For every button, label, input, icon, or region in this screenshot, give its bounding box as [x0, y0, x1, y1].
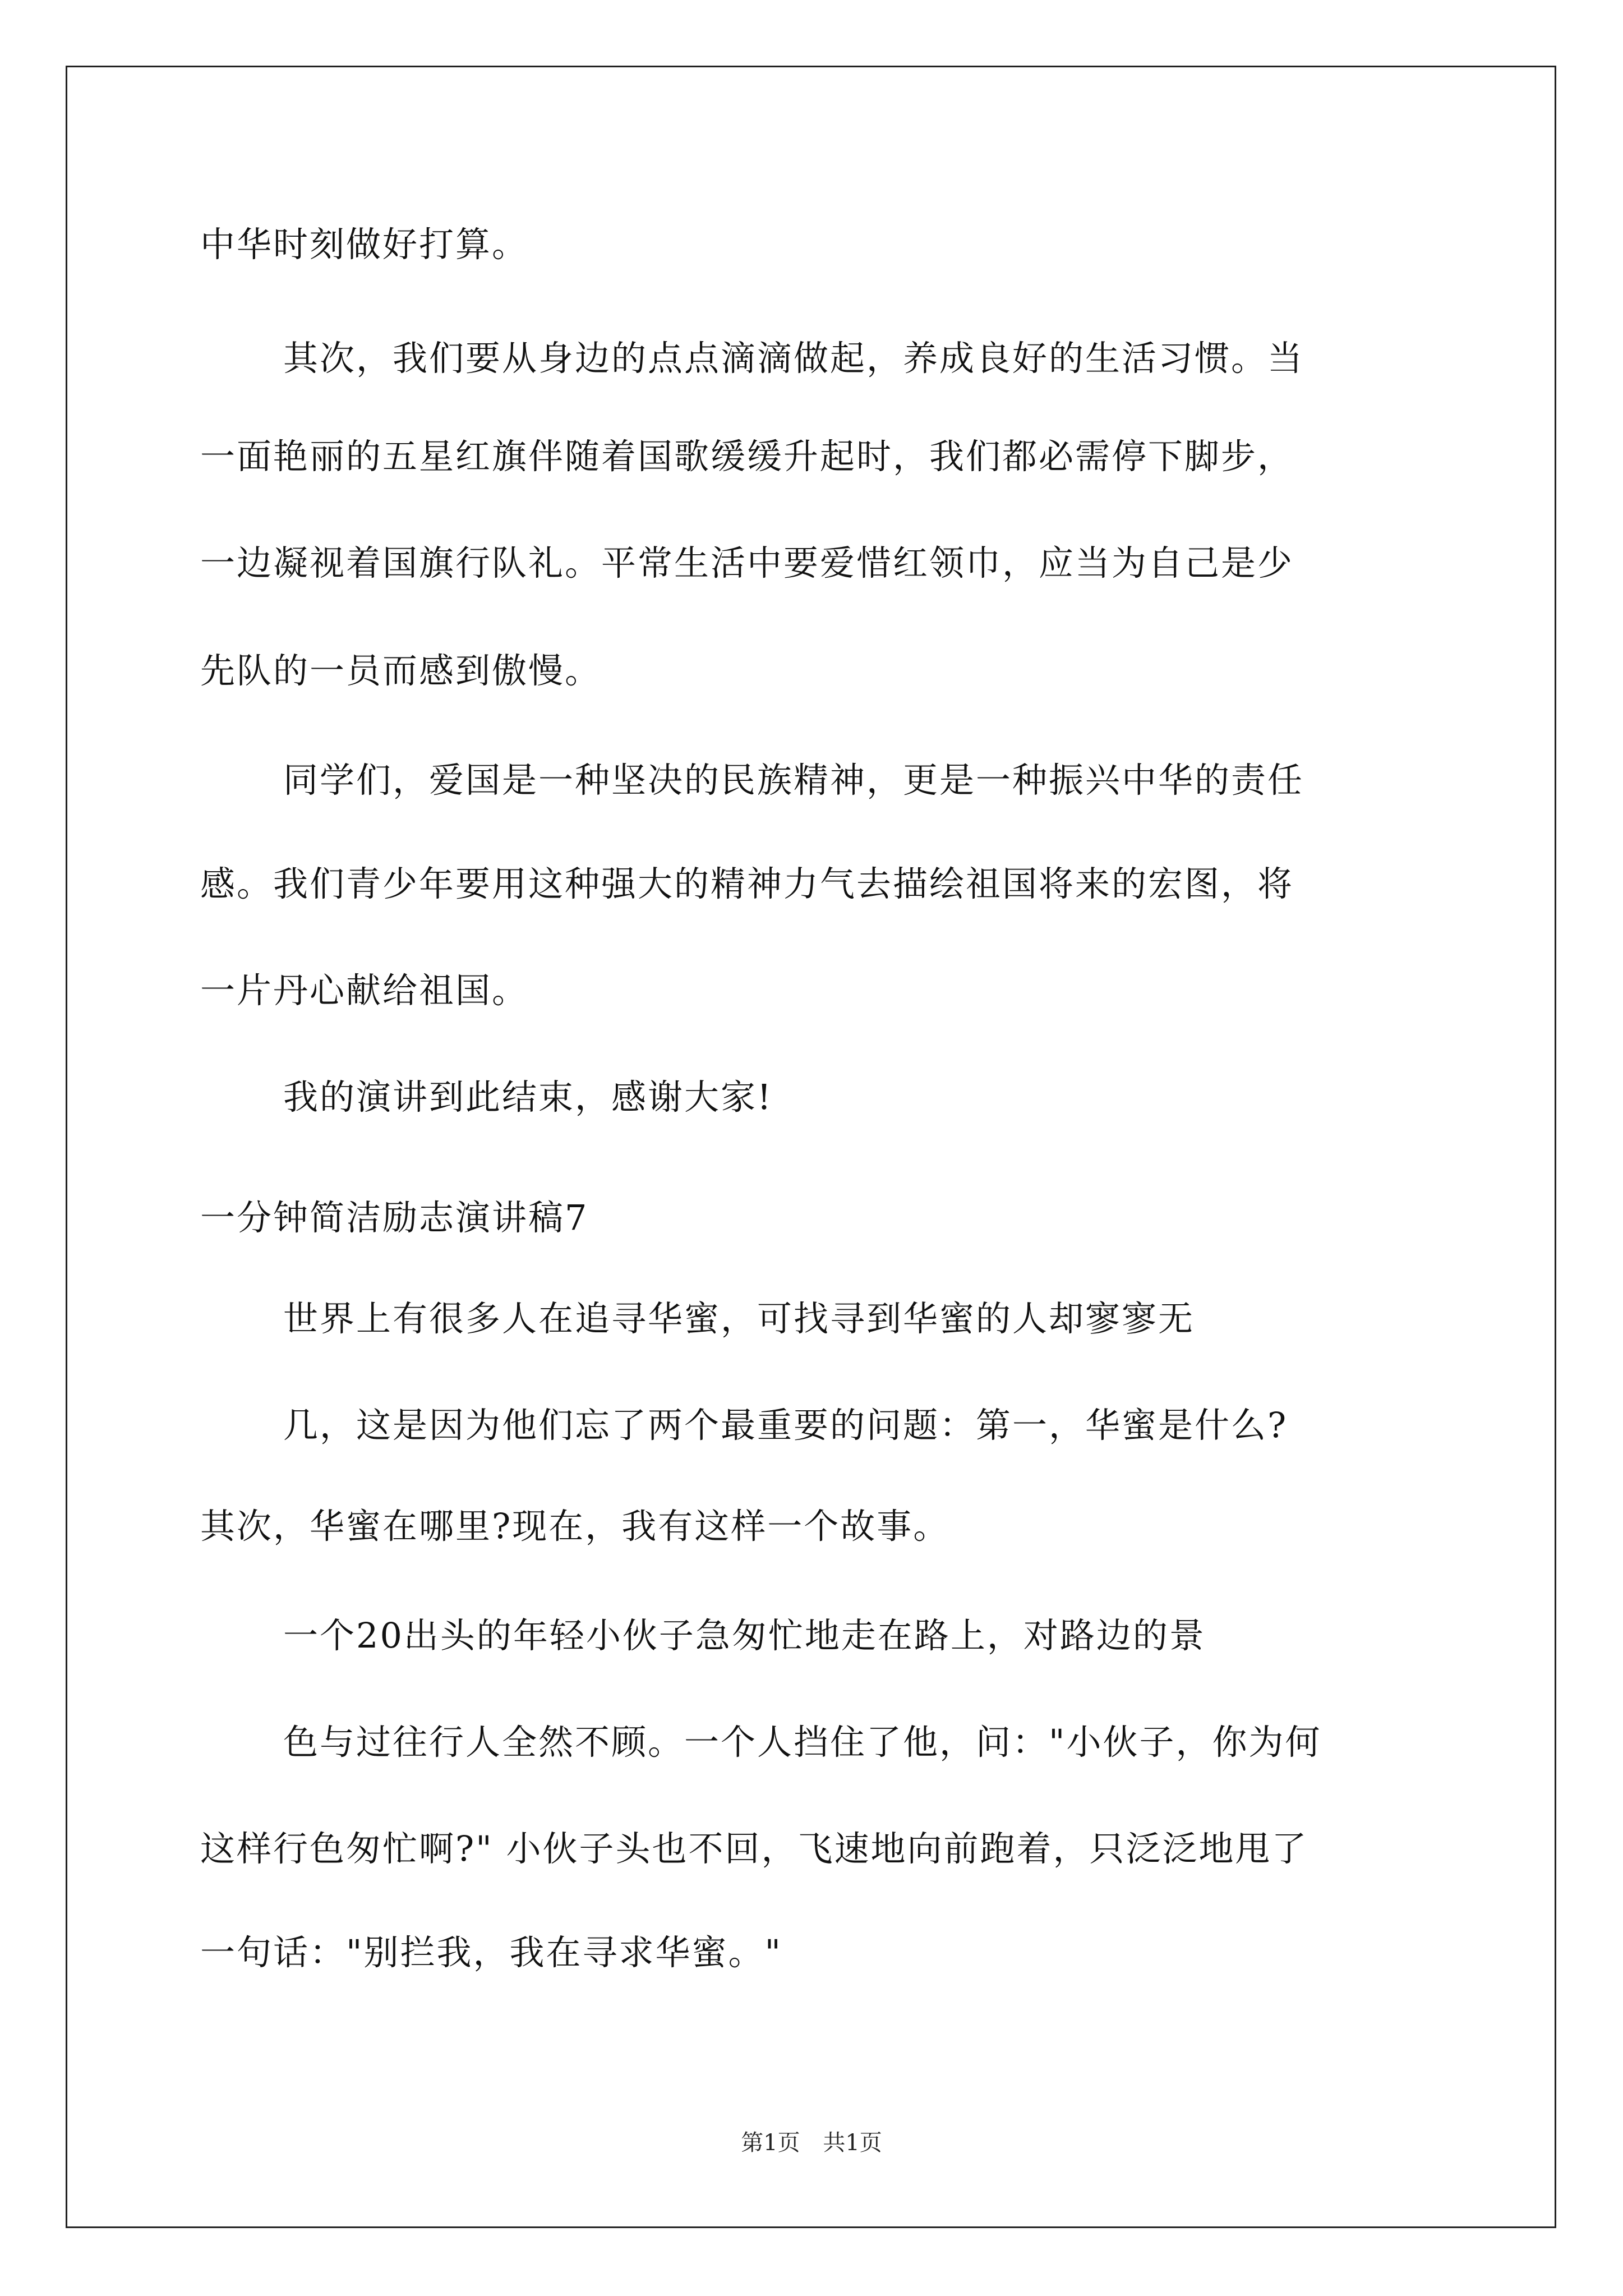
page-footer	[0, 2129, 1623, 2157]
text-line: 一个20出头的年轻小伙子急匆忙地走在路上，对路边的景	[283, 1615, 1206, 1656]
text-line: 我的演讲到此结束，感谢大家!	[283, 1076, 773, 1117]
text-line: 其次，我们要从身边的点点滴滴做起，养成良好的生活习惯。当	[283, 338, 1304, 379]
text-line: 其次，华蜜在哪里?现在，我有这样一个故事。	[200, 1506, 950, 1547]
text-line: 中华时刻做好打算。	[200, 224, 529, 265]
text-line: 同学们，爱国是一种坚决的民族精神，更是一种振兴中华的责任	[283, 760, 1304, 800]
text-line: 世界上有很多人在追寻华蜜，可找寻到华蜜的人却寥寥无	[283, 1298, 1195, 1339]
text-line: 这样行色匆忙啊?" 小伙子头也不回，飞速地向前跑着，只泛泛地甩了	[200, 1828, 1308, 1869]
page-number: 第1页	[741, 2130, 800, 2156]
text-line: 一片丹心献给祖国。	[200, 970, 529, 1011]
text-line: 一边凝视着国旗行队礼。平常生活中要爱惜红领巾，应当为自己是少	[200, 542, 1294, 583]
text-line: 感。我们青少年要用这种强大的精神力气去描绘祖国将来的宏图，将	[200, 863, 1294, 904]
text-line: 几，这是因为他们忘了两个最重要的问题：第一，华蜜是什么?	[283, 1405, 1288, 1446]
text-line: 色与过往行人全然不顾。一个人挡住了他，问："小伙子，你为何	[283, 1722, 1322, 1763]
section-heading: 一分钟简洁励志演讲稿7	[200, 1197, 589, 1238]
text-line: 先队的一员而感到傲慢。	[200, 650, 602, 691]
text-line: 一句话："别拦我，我在寻求华蜜。"	[200, 1932, 783, 1973]
page-total: 共1页	[823, 2130, 882, 2156]
text-line: 一面艳丽的五星红旗伴随着国歌缓缓升起时，我们都必需停下脚步，	[200, 436, 1294, 477]
document-body	[200, 0, 1434, 2019]
